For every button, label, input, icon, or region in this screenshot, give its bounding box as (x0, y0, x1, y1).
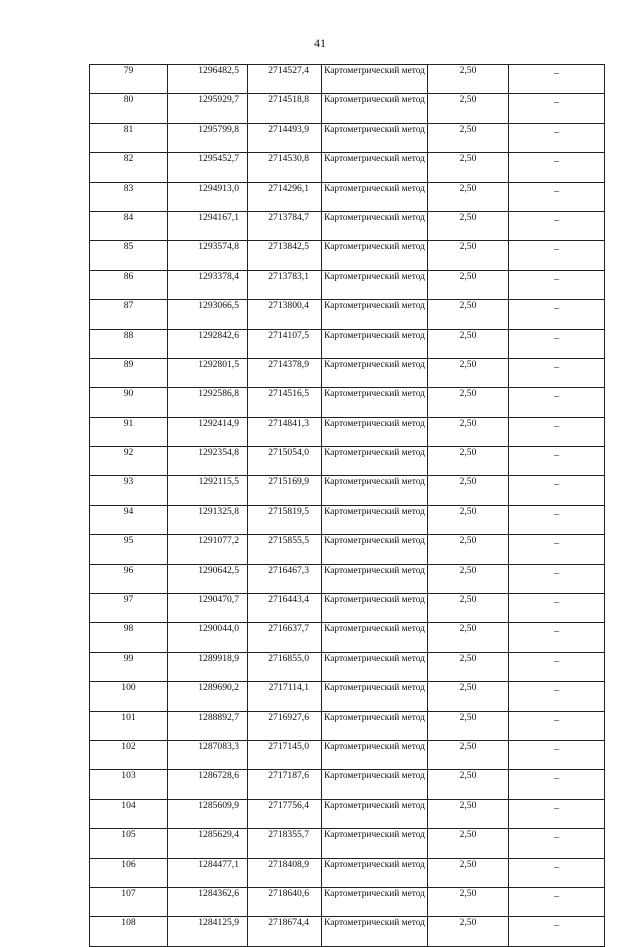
x-coordinate-cell: 1290044,0 (168, 623, 248, 652)
x-coordinate-cell: 1288892,7 (168, 711, 248, 740)
accuracy-cell: 2,50 (428, 770, 509, 799)
accuracy-cell: 2,50 (428, 123, 509, 152)
accuracy-cell: 2,50 (428, 211, 509, 240)
note-cell: – (509, 535, 605, 564)
table-row (90, 358, 605, 387)
method-cell: Картометрический метод (322, 564, 428, 593)
note-cell: – (509, 917, 605, 946)
point-number-cell: 105 (90, 829, 168, 858)
page-number: 41 (314, 36, 326, 50)
x-coordinate-cell: 1285609,9 (168, 799, 248, 828)
y-coordinate-cell: 2717145,0 (248, 740, 322, 769)
y-coordinate-cell: 2714516,5 (248, 388, 322, 417)
x-coordinate-cell: 1291077,2 (168, 535, 248, 564)
x-coordinate-cell: 1284125,9 (168, 917, 248, 946)
note-cell: – (509, 594, 605, 623)
accuracy-cell: 2,50 (428, 652, 509, 681)
method-cell: Картометрический метод (322, 94, 428, 123)
x-coordinate-cell: 1295929,7 (168, 94, 248, 123)
method-cell: Картометрический метод (322, 535, 428, 564)
table-row (90, 211, 605, 240)
method-cell: Картометрический метод (322, 447, 428, 476)
accuracy-cell: 2,50 (428, 858, 509, 887)
note-cell: – (509, 799, 605, 828)
table-row (90, 711, 605, 740)
method-cell: Картометрический метод (322, 799, 428, 828)
point-number-cell: 103 (90, 770, 168, 799)
y-coordinate-cell: 2718674,4 (248, 917, 322, 946)
y-coordinate-cell: 2713784,7 (248, 211, 322, 240)
method-cell: Картометрический метод (322, 123, 428, 152)
note-cell: – (509, 270, 605, 299)
x-coordinate-cell: 1285629,4 (168, 829, 248, 858)
accuracy-cell: 2,50 (428, 594, 509, 623)
method-cell: Картометрический метод (322, 153, 428, 182)
x-coordinate-cell: 1284477,1 (168, 858, 248, 887)
table-row (90, 241, 605, 270)
x-coordinate-cell: 1296482,5 (168, 65, 248, 94)
y-coordinate-cell: 2714841,3 (248, 417, 322, 446)
point-number-cell: 94 (90, 505, 168, 534)
table-row (90, 858, 605, 887)
x-coordinate-cell: 1291325,8 (168, 505, 248, 534)
table-row (90, 417, 605, 446)
accuracy-cell: 2,50 (428, 300, 509, 329)
y-coordinate-cell: 2718408,9 (248, 858, 322, 887)
x-coordinate-cell: 1284362,6 (168, 887, 248, 916)
table-row (90, 535, 605, 564)
method-cell: Картометрический метод (322, 682, 428, 711)
coordinates-table (89, 64, 605, 947)
accuracy-cell: 2,50 (428, 711, 509, 740)
table-row (90, 505, 605, 534)
note-cell: – (509, 476, 605, 505)
note-cell: – (509, 652, 605, 681)
y-coordinate-cell: 2717756,4 (248, 799, 322, 828)
y-coordinate-cell: 2715855,5 (248, 535, 322, 564)
method-cell: Картометрический метод (322, 388, 428, 417)
note-cell: – (509, 123, 605, 152)
note-cell: – (509, 711, 605, 740)
table-row (90, 153, 605, 182)
table-row (90, 740, 605, 769)
x-coordinate-cell: 1292354,8 (168, 447, 248, 476)
note-cell: – (509, 182, 605, 211)
method-cell: Картометрический метод (322, 652, 428, 681)
x-coordinate-cell: 1295452,7 (168, 153, 248, 182)
x-coordinate-cell: 1293574,8 (168, 241, 248, 270)
note-cell: – (509, 829, 605, 858)
method-cell: Картометрический метод (322, 329, 428, 358)
note-cell: – (509, 417, 605, 446)
method-cell: Картометрический метод (322, 270, 428, 299)
y-coordinate-cell: 2714107,5 (248, 329, 322, 358)
point-number-cell: 91 (90, 417, 168, 446)
x-coordinate-cell: 1293378,4 (168, 270, 248, 299)
table-row (90, 770, 605, 799)
y-coordinate-cell: 2716443,4 (248, 594, 322, 623)
y-coordinate-cell: 2714378,9 (248, 358, 322, 387)
x-coordinate-cell: 1287083,3 (168, 740, 248, 769)
point-number-cell: 83 (90, 182, 168, 211)
y-coordinate-cell: 2714527,4 (248, 65, 322, 94)
table-body (90, 65, 605, 947)
x-coordinate-cell: 1292842,6 (168, 329, 248, 358)
y-coordinate-cell: 2714296,1 (248, 182, 322, 211)
note-cell: – (509, 682, 605, 711)
note-cell: – (509, 329, 605, 358)
accuracy-cell: 2,50 (428, 65, 509, 94)
table-row (90, 917, 605, 946)
method-cell: Картометрический метод (322, 917, 428, 946)
note-cell: – (509, 388, 605, 417)
accuracy-cell: 2,50 (428, 505, 509, 534)
method-cell: Картометрический метод (322, 211, 428, 240)
point-number-cell: 95 (90, 535, 168, 564)
table-row (90, 270, 605, 299)
table-row (90, 594, 605, 623)
y-coordinate-cell: 2713800,4 (248, 300, 322, 329)
point-number-cell: 102 (90, 740, 168, 769)
y-coordinate-cell: 2716637,7 (248, 623, 322, 652)
y-coordinate-cell: 2716855,0 (248, 652, 322, 681)
x-coordinate-cell: 1289690,2 (168, 682, 248, 711)
y-coordinate-cell: 2718640,6 (248, 887, 322, 916)
accuracy-cell: 2,50 (428, 682, 509, 711)
point-number-cell: 90 (90, 388, 168, 417)
y-coordinate-cell: 2716927,6 (248, 711, 322, 740)
y-coordinate-cell: 2713842,5 (248, 241, 322, 270)
note-cell: – (509, 94, 605, 123)
point-number-cell: 99 (90, 652, 168, 681)
x-coordinate-cell: 1290470,7 (168, 594, 248, 623)
y-coordinate-cell: 2715819,5 (248, 505, 322, 534)
y-coordinate-cell: 2714493,9 (248, 123, 322, 152)
table-row (90, 799, 605, 828)
point-number-cell: 88 (90, 329, 168, 358)
note-cell: – (509, 211, 605, 240)
x-coordinate-cell: 1293066,5 (168, 300, 248, 329)
x-coordinate-cell: 1295799,8 (168, 123, 248, 152)
x-coordinate-cell: 1294913,0 (168, 182, 248, 211)
y-coordinate-cell: 2713783,1 (248, 270, 322, 299)
method-cell: Картометрический метод (322, 829, 428, 858)
method-cell: Картометрический метод (322, 505, 428, 534)
table-row (90, 123, 605, 152)
accuracy-cell: 2,50 (428, 94, 509, 123)
note-cell: – (509, 887, 605, 916)
method-cell: Картометрический метод (322, 711, 428, 740)
table-row (90, 300, 605, 329)
x-coordinate-cell: 1292414,9 (168, 417, 248, 446)
point-number-cell: 101 (90, 711, 168, 740)
point-number-cell: 98 (90, 623, 168, 652)
method-cell: Картометрический метод (322, 770, 428, 799)
table-row (90, 329, 605, 358)
y-coordinate-cell: 2717114,1 (248, 682, 322, 711)
point-number-cell: 96 (90, 564, 168, 593)
note-cell: – (509, 770, 605, 799)
y-coordinate-cell: 2717187,6 (248, 770, 322, 799)
point-number-cell: 89 (90, 358, 168, 387)
table-row (90, 447, 605, 476)
point-number-cell: 97 (90, 594, 168, 623)
point-number-cell: 80 (90, 94, 168, 123)
point-number-cell: 87 (90, 300, 168, 329)
point-number-cell: 84 (90, 211, 168, 240)
x-coordinate-cell: 1292115,5 (168, 476, 248, 505)
method-cell: Картометрический метод (322, 241, 428, 270)
method-cell: Картометрический метод (322, 623, 428, 652)
coordinates-table-container (89, 64, 604, 947)
accuracy-cell: 2,50 (428, 740, 509, 769)
table-row (90, 388, 605, 417)
table-row (90, 829, 605, 858)
table-row (90, 182, 605, 211)
accuracy-cell: 2,50 (428, 564, 509, 593)
accuracy-cell: 2,50 (428, 182, 509, 211)
y-coordinate-cell: 2715169,9 (248, 476, 322, 505)
method-cell: Картометрический метод (322, 594, 428, 623)
point-number-cell: 106 (90, 858, 168, 887)
table-row (90, 652, 605, 681)
point-number-cell: 81 (90, 123, 168, 152)
accuracy-cell: 2,50 (428, 535, 509, 564)
x-coordinate-cell: 1294167,1 (168, 211, 248, 240)
point-number-cell: 79 (90, 65, 168, 94)
y-coordinate-cell: 2714518,8 (248, 94, 322, 123)
accuracy-cell: 2,50 (428, 358, 509, 387)
method-cell: Картометрический метод (322, 476, 428, 505)
method-cell: Картометрический метод (322, 182, 428, 211)
point-number-cell: 82 (90, 153, 168, 182)
x-coordinate-cell: 1292801,5 (168, 358, 248, 387)
note-cell: – (509, 623, 605, 652)
note-cell: – (509, 241, 605, 270)
note-cell: – (509, 300, 605, 329)
note-cell: – (509, 358, 605, 387)
method-cell: Картометрический метод (322, 65, 428, 94)
point-number-cell: 107 (90, 887, 168, 916)
table-row (90, 564, 605, 593)
x-coordinate-cell: 1289918,9 (168, 652, 248, 681)
note-cell: – (509, 447, 605, 476)
note-cell: – (509, 564, 605, 593)
y-coordinate-cell: 2714530,8 (248, 153, 322, 182)
point-number-cell: 93 (90, 476, 168, 505)
accuracy-cell: 2,50 (428, 388, 509, 417)
accuracy-cell: 2,50 (428, 829, 509, 858)
accuracy-cell: 2,50 (428, 329, 509, 358)
y-coordinate-cell: 2715054,0 (248, 447, 322, 476)
table-row (90, 94, 605, 123)
table-row (90, 887, 605, 916)
accuracy-cell: 2,50 (428, 417, 509, 446)
point-number-cell: 92 (90, 447, 168, 476)
accuracy-cell: 2,50 (428, 623, 509, 652)
accuracy-cell: 2,50 (428, 270, 509, 299)
accuracy-cell: 2,50 (428, 799, 509, 828)
table-row (90, 476, 605, 505)
point-number-cell: 104 (90, 799, 168, 828)
table-row (90, 65, 605, 94)
point-number-cell: 86 (90, 270, 168, 299)
point-number-cell: 100 (90, 682, 168, 711)
accuracy-cell: 2,50 (428, 153, 509, 182)
note-cell: – (509, 740, 605, 769)
y-coordinate-cell: 2718355,7 (248, 829, 322, 858)
accuracy-cell: 2,50 (428, 241, 509, 270)
accuracy-cell: 2,50 (428, 476, 509, 505)
y-coordinate-cell: 2716467,3 (248, 564, 322, 593)
note-cell: – (509, 858, 605, 887)
method-cell: Картометрический метод (322, 300, 428, 329)
method-cell: Картометрический метод (322, 358, 428, 387)
method-cell: Картометрический метод (322, 740, 428, 769)
note-cell: – (509, 153, 605, 182)
note-cell: – (509, 505, 605, 534)
point-number-cell: 85 (90, 241, 168, 270)
accuracy-cell: 2,50 (428, 447, 509, 476)
x-coordinate-cell: 1292586,8 (168, 388, 248, 417)
accuracy-cell: 2,50 (428, 917, 509, 946)
table-row (90, 623, 605, 652)
table-row (90, 682, 605, 711)
method-cell: Картометрический метод (322, 417, 428, 446)
note-cell: – (509, 65, 605, 94)
x-coordinate-cell: 1286728,6 (168, 770, 248, 799)
x-coordinate-cell: 1290642,5 (168, 564, 248, 593)
accuracy-cell: 2,50 (428, 887, 509, 916)
method-cell: Картометрический метод (322, 887, 428, 916)
point-number-cell: 108 (90, 917, 168, 946)
method-cell: Картометрический метод (322, 858, 428, 887)
